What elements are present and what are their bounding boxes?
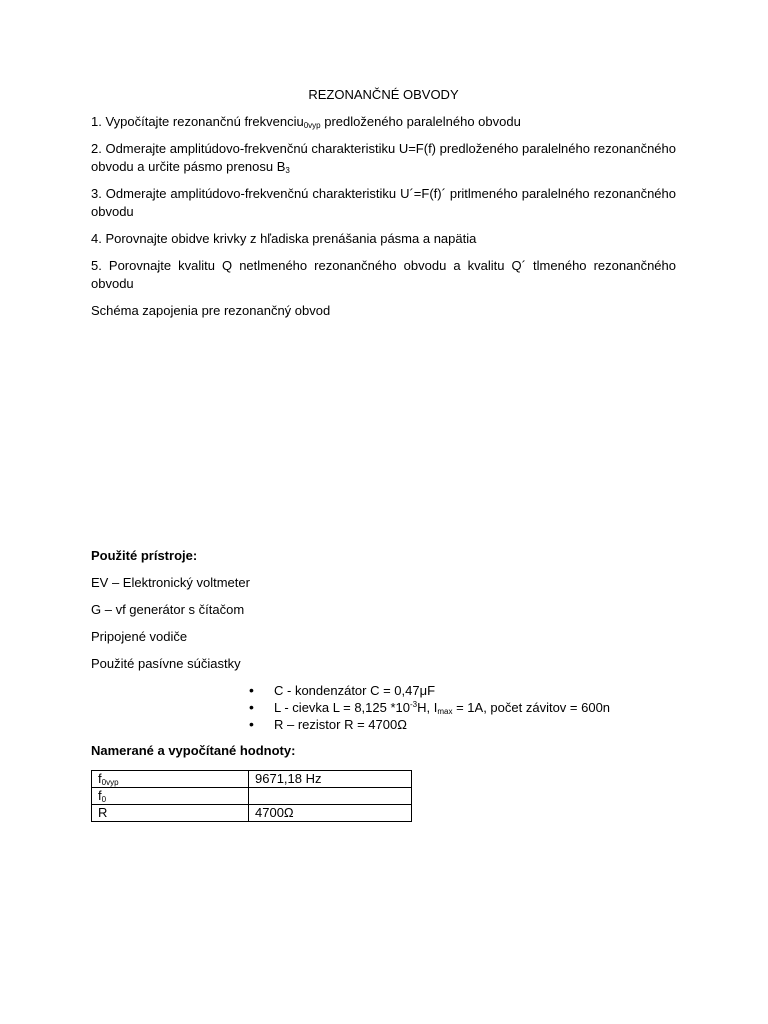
instrument-item: Použité pasívne súčiastky (91, 656, 241, 671)
component-item: • R – rezistor R = 4700Ω (91, 716, 676, 733)
subscript: 3 (285, 166, 290, 175)
instrument-item: EV – Elektronický voltmeter (91, 575, 250, 590)
component-item: • C - kondenzátor C = 0,47μF (91, 682, 676, 699)
task-2: 2. Odmerajte amplitúdovo-frekvenčnú charakteristiku U=F(f) predloženého paralelného rezonančného obvodu a určite pásmo prenosu $B_3$ (91, 141, 676, 175)
document-title: REZONANČNÉ OBVODY (308, 87, 459, 102)
instruments-heading: Použité prístroje: (91, 548, 198, 563)
instrument-item: G – vf generátor s čítačom (91, 602, 245, 617)
table-row (92, 771, 412, 788)
instrument-item: Pripojené vodiče (91, 629, 188, 644)
superscript: -3 (410, 700, 418, 709)
table-cell-label: $f_{0vyp}$ (92, 771, 249, 788)
task-1: 1. Vypočítajte rezonančnú frekvenciu$_{0vyp}$ predloženého paralelného obvodu (91, 114, 521, 130)
subscript: 0vyp (303, 121, 321, 130)
schema-area (91, 329, 676, 547)
subscript: max (437, 707, 453, 716)
table-row (92, 805, 412, 822)
components-list (91, 682, 676, 733)
table-row (92, 788, 412, 805)
table-cell-value: 9671,18 Hz (249, 771, 412, 788)
task-4: 4. Porovnajte obidve krivky z hľadiska prenášania pásma a napätia (91, 231, 477, 246)
table-cell-label: $f_0$ (92, 788, 249, 805)
schema-label: Schéma zapojenia pre rezonančný obvod (91, 303, 331, 318)
task-3: 3. Odmerajte amplitúdovo-frekvenčnú charakteristiku U´=F(f)´ pritlmeného paralelného rezonančného obvodu (91, 186, 676, 219)
task-5: 5. Porovnajte kvalitu Q netlmeného rezonančného obvodu a kvalitu Q´ tlmeného rezonančného obvodu (91, 258, 676, 291)
measured-heading: Namerané a vypočítané hodnoty: (91, 743, 296, 758)
table-cell-value: 4700Ω (249, 805, 412, 822)
component-item: • L - cievka L = 8,125 $*10^{-3}H$, $I_{max} = 1A$, počet závitov = 600n (91, 699, 676, 716)
document-page (91, 86, 676, 822)
table-cell-label: R (92, 805, 249, 822)
table-cell-value (249, 788, 412, 805)
values-table (91, 770, 412, 822)
